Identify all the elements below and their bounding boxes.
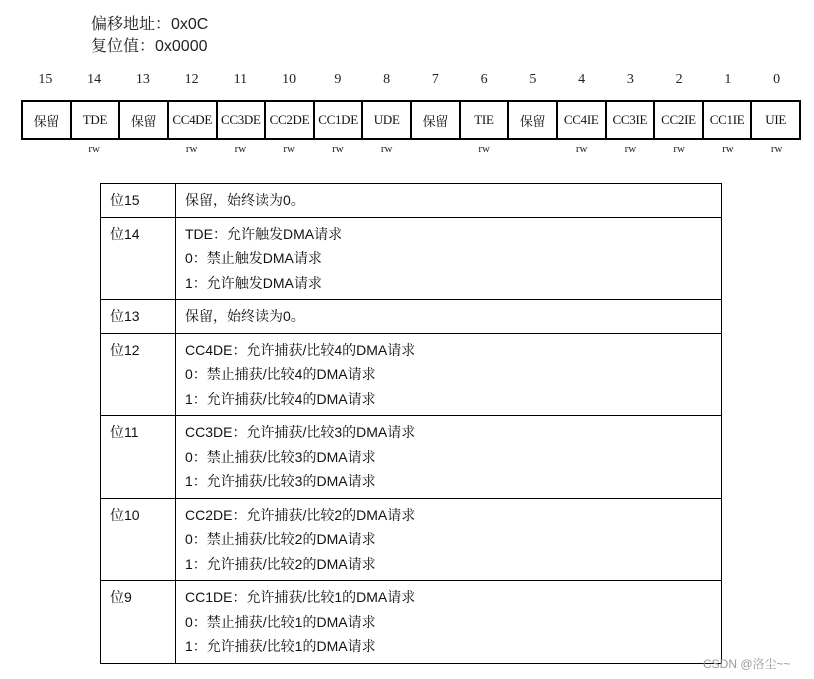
bit-number: 9 <box>334 72 342 87</box>
description-line: CC3DE：允许捕获/比较3的DMA请求 <box>185 424 416 440</box>
bit-description <box>176 498 722 581</box>
bit-field: CC4IE <box>558 102 607 138</box>
description-line: 1：允许捕获/比较3的DMA请求 <box>185 473 376 489</box>
bit-number: 11 <box>233 72 248 87</box>
description-line: CC2DE：允许捕获/比较2的DMA请求 <box>185 506 416 523</box>
access-type <box>21 143 70 157</box>
table-row <box>101 581 722 664</box>
description-line: 0：禁止捕获/比较4的DMA请求 <box>185 366 376 382</box>
description-line: TDE：允许触发DMA请求 <box>185 225 343 242</box>
bit-field: CC2DE <box>266 102 315 138</box>
table-row <box>101 416 722 499</box>
access-type: rw <box>380 143 393 155</box>
access-type: rw <box>478 143 490 155</box>
description-line: 1：允许捕获/比较4的DMA请求 <box>185 390 376 407</box>
bit-number: 7 <box>431 72 439 87</box>
bit-number: 2 <box>675 72 683 87</box>
table-row <box>101 184 722 218</box>
access-type: rw <box>575 143 588 155</box>
bit-number: 5 <box>529 72 537 87</box>
bit-description <box>176 416 722 499</box>
bit-label: 位11 <box>101 416 176 499</box>
bit-description <box>176 184 722 218</box>
watermark: CSDN @洛尘~~ <box>703 657 791 671</box>
bit-description <box>176 217 722 300</box>
table-row <box>101 300 722 334</box>
access-type: rw <box>673 143 685 155</box>
bit-label: 位9 <box>101 581 176 664</box>
bit-field: CC2IE <box>655 102 704 138</box>
access-type: rw <box>624 143 637 155</box>
bit-label: 位15 <box>101 184 176 218</box>
offset-address: 偏移地址：0x0C <box>91 16 209 33</box>
bit-field: TDE <box>72 102 121 138</box>
bit-field: CC1IE <box>704 102 753 138</box>
bit-field: CC3IE <box>607 102 656 138</box>
bit-description <box>176 581 722 664</box>
bit-number: 4 <box>578 72 586 87</box>
register-bitfield <box>21 100 801 140</box>
bit-label: 位14 <box>101 217 176 300</box>
bit-field: TIE <box>461 102 510 138</box>
description-line: 0：禁止捕获/比较3的DMA请求 <box>185 448 376 465</box>
bit-description-table <box>100 183 722 664</box>
bit-number: 15 <box>38 72 53 87</box>
access-type <box>119 143 168 157</box>
bit-number: 0 <box>773 72 781 87</box>
bit-number: 1 <box>724 72 732 87</box>
bit-description <box>176 333 722 416</box>
access-type: rw <box>332 143 344 155</box>
bit-field: 保留 <box>509 102 558 138</box>
bit-field: 保留 <box>23 102 72 138</box>
description-line: 0：禁止捕获/比较1的DMA请求 <box>185 613 376 630</box>
table-row <box>101 217 722 300</box>
bit-number: 8 <box>383 72 391 87</box>
access-type: rw <box>88 143 100 155</box>
bit-number: 3 <box>626 72 634 87</box>
bit-number: 13 <box>135 72 150 87</box>
bit-number-row <box>21 72 801 88</box>
bit-field: 保留 <box>412 102 461 138</box>
access-type <box>411 143 460 157</box>
bit-field: 保留 <box>120 102 169 138</box>
bit-field: CC4DE <box>169 102 218 138</box>
bit-field: CC3DE <box>218 102 267 138</box>
access-type: rw <box>185 143 198 155</box>
bit-description <box>176 300 722 334</box>
bit-label: 位10 <box>101 498 176 581</box>
description-line: 1：允许捕获/比较2的DMA请求 <box>185 555 376 572</box>
description-line: CC4DE：允许捕获/比较4的DMA请求 <box>185 341 416 358</box>
description-line: 0：禁止捕获/比较2的DMA请求 <box>185 531 376 547</box>
register-header <box>91 14 208 58</box>
access-type: rw <box>234 143 247 155</box>
access-type: rw <box>770 143 783 155</box>
access-type: rw <box>283 143 295 155</box>
access-type <box>509 143 558 157</box>
bit-label: 位13 <box>101 300 176 334</box>
bit-number: 14 <box>87 72 102 87</box>
reset-value: 复位值：0x0000 <box>91 38 208 55</box>
description-line: 保留，始终读为0。 <box>185 192 305 208</box>
bit-field: UDE <box>363 102 412 138</box>
description-line: 1：允许捕获/比较1的DMA请求 <box>185 638 376 654</box>
bit-label: 位12 <box>101 333 176 416</box>
access-type: rw <box>722 143 734 155</box>
description-line: CC1DE：允许捕获/比较1的DMA请求 <box>185 589 416 605</box>
bit-field: UIE <box>765 112 787 127</box>
bit-number: 6 <box>480 72 488 87</box>
description-line: 0：禁止触发DMA请求 <box>185 250 322 266</box>
table-row <box>101 498 722 581</box>
bit-number: 10 <box>282 72 297 87</box>
bit-field: CC1DE <box>315 102 364 138</box>
bit-number: 12 <box>184 72 199 87</box>
description-line: 1：允许触发DMA请求 <box>185 274 322 291</box>
description-line: 保留，始终读为0。 <box>185 308 305 324</box>
access-row <box>21 143 801 157</box>
table-row <box>101 333 722 416</box>
